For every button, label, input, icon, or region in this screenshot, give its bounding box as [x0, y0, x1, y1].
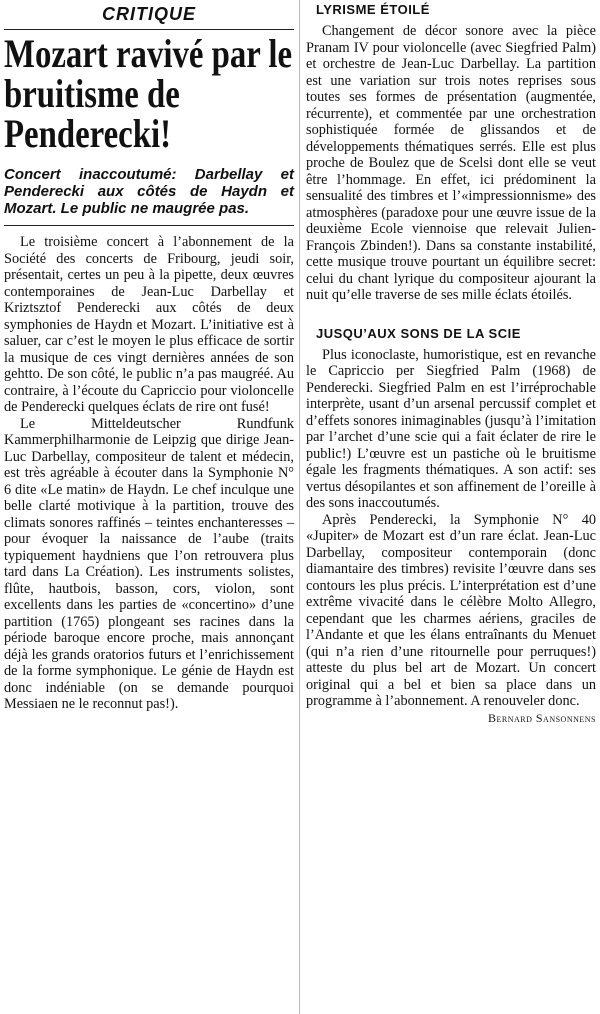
author-signature: Bernard Sansonnens — [487, 710, 596, 725]
lead-paragraph: Concert inaccoutumé: Darbellay et Penderecki aux côtés de Haydn et Mozart. Le public ne maugrée pas. — [4, 166, 294, 217]
body-paragraph-4: Plus iconoclaste, humoristique, est en revanche le Capriccio per Siegfried Palm (1968) de Penderecki. Siegfried Palm en est l’irréprochable interprète, usant d’un arsenal percussif complet et d’effets sonores inimaginables (jusqu’à l’imitation par l’archet d’une scie qui a fait éclater de rire le public!) L’œuvre est un pastiche où le bruitisme égale les fragments thématiques. A son actif: ses vertus désopilantes et son affinement de l’oreille à des sons inaccoutumés. — [306, 346, 596, 511]
body-paragraph-3: Changement de décor sonore avec la pièce Pranam IV pour violoncelle (avec Siegfried Palm) et orchestre de Jean-Luc Darbellay. La partition est une variation sur trois notes reprises sous toutes ses formes de présentation (augmentée, récurrente), et commentée par une orchestration sophistiquée formée de glissandos et de développements thématiques serrés. Elle est plus proche de Boulez que de Scelsi dont elle se veut être l’hommage. En effet, ici prédominent la sensualité des timbres et l’«impressionnisme» des atmosphères (paradoxe pour une œuvre issue de la deuxième Ecole viennoise que relevait Julien-François Zbinden!). Dans sa constante instabilité, cette musique trouve pourtant un équilibre secret: celui du chant lyrique du compositeur ajourant la nuit qu’elle traverse de ses mille éclats étoilés. — [306, 23, 596, 303]
lead-rule — [4, 225, 294, 226]
kicker-rule — [4, 29, 294, 30]
subhead-lyrisme: LYRISME ÉTOILÉ — [316, 2, 430, 17]
right-column — [306, 2, 596, 726]
subhead-scie: JUSQU’AUX SONS DE LA SCIE — [316, 325, 521, 341]
body-paragraph-5 — [306, 511, 596, 725]
body-paragraph-2: Le Mitteldeutscher Rundfunk Kammerphilharmonie de Leipzig que dirige Jean-Luc Darbellay, compositeur de talent et médecin, est très agréable à écouter dans la Symphonie N° 6 dite «Le matin» de Haydn. Le chef inculque une belle clarté motivique à la partition, trouve des climats sonores raffinés – teintes enchanteresses – pour évoquer la naissance de l’aube (traits typiquement haydniens que l’on retrouvera plus tard dans La Création). Les instruments solistes, flûte, hautbois, basson, cors, violon, sont excellents dans les parties de «concertino» d’une partition (1765) plongeant ses racines dans la période baroque encore proche, mais annonçant déjà les grands oratorios futurs et l’enrichissement de la forme symphonique. Le génie de Haydn est donc indéniable (on se demande pourquoi Messiaen ne le reconnut pas!). — [4, 415, 294, 712]
left-column — [4, 4, 294, 713]
headline: Mozart ravivé par le bruitisme de Penderecki! — [4, 31, 293, 156]
kicker: CRITIQUE — [101, 4, 196, 24]
body-paragraph-1: Le troisième concert à l’abonnement de la Société des concerts de Fribourg, jeudi soir, présentait, certes un peu à la pipette, deux œuvres contemporaines de Jean-Luc Darbellay et Kriztsztof Penderecki aux côtés de deux symphonies de Haydn et Mozart. L’initiative est à saluer, car c’est le moyen le plus efficace de sortir la musique de ces vingt dernières années de son gehtto. De son côté, le public n’a pas maugréé. Au contraire, à l’écoute du Capriccio pour violoncelle de Penderecki quelques éclats de rire ont fusé! — [4, 234, 294, 415]
body-paragraph-5-text: Après Penderecki, la Symphonie N° 40 «Jupiter» de Mozart est d’un rare éclat. Jean-Luc Darbellay, compositeur contemporain (donc diamantaire des timbres) revisite l’œuvre dans ses contours les plus précis. L’interprétation est d’une extrême vivacité dans le célèbre Molto Allegro, cependant que les charmes aériens, graciles de l’Andante et que les élans entraînants du Menuet (qui n’a rien d’une ritournelle pour perruques!) atteste du plus bel art de Mozart. Un concert original qui a bel et bien sa place dans un programme à l’abonnement. A renouveler donc. — [306, 511, 596, 709]
column-rule — [299, 0, 300, 1014]
